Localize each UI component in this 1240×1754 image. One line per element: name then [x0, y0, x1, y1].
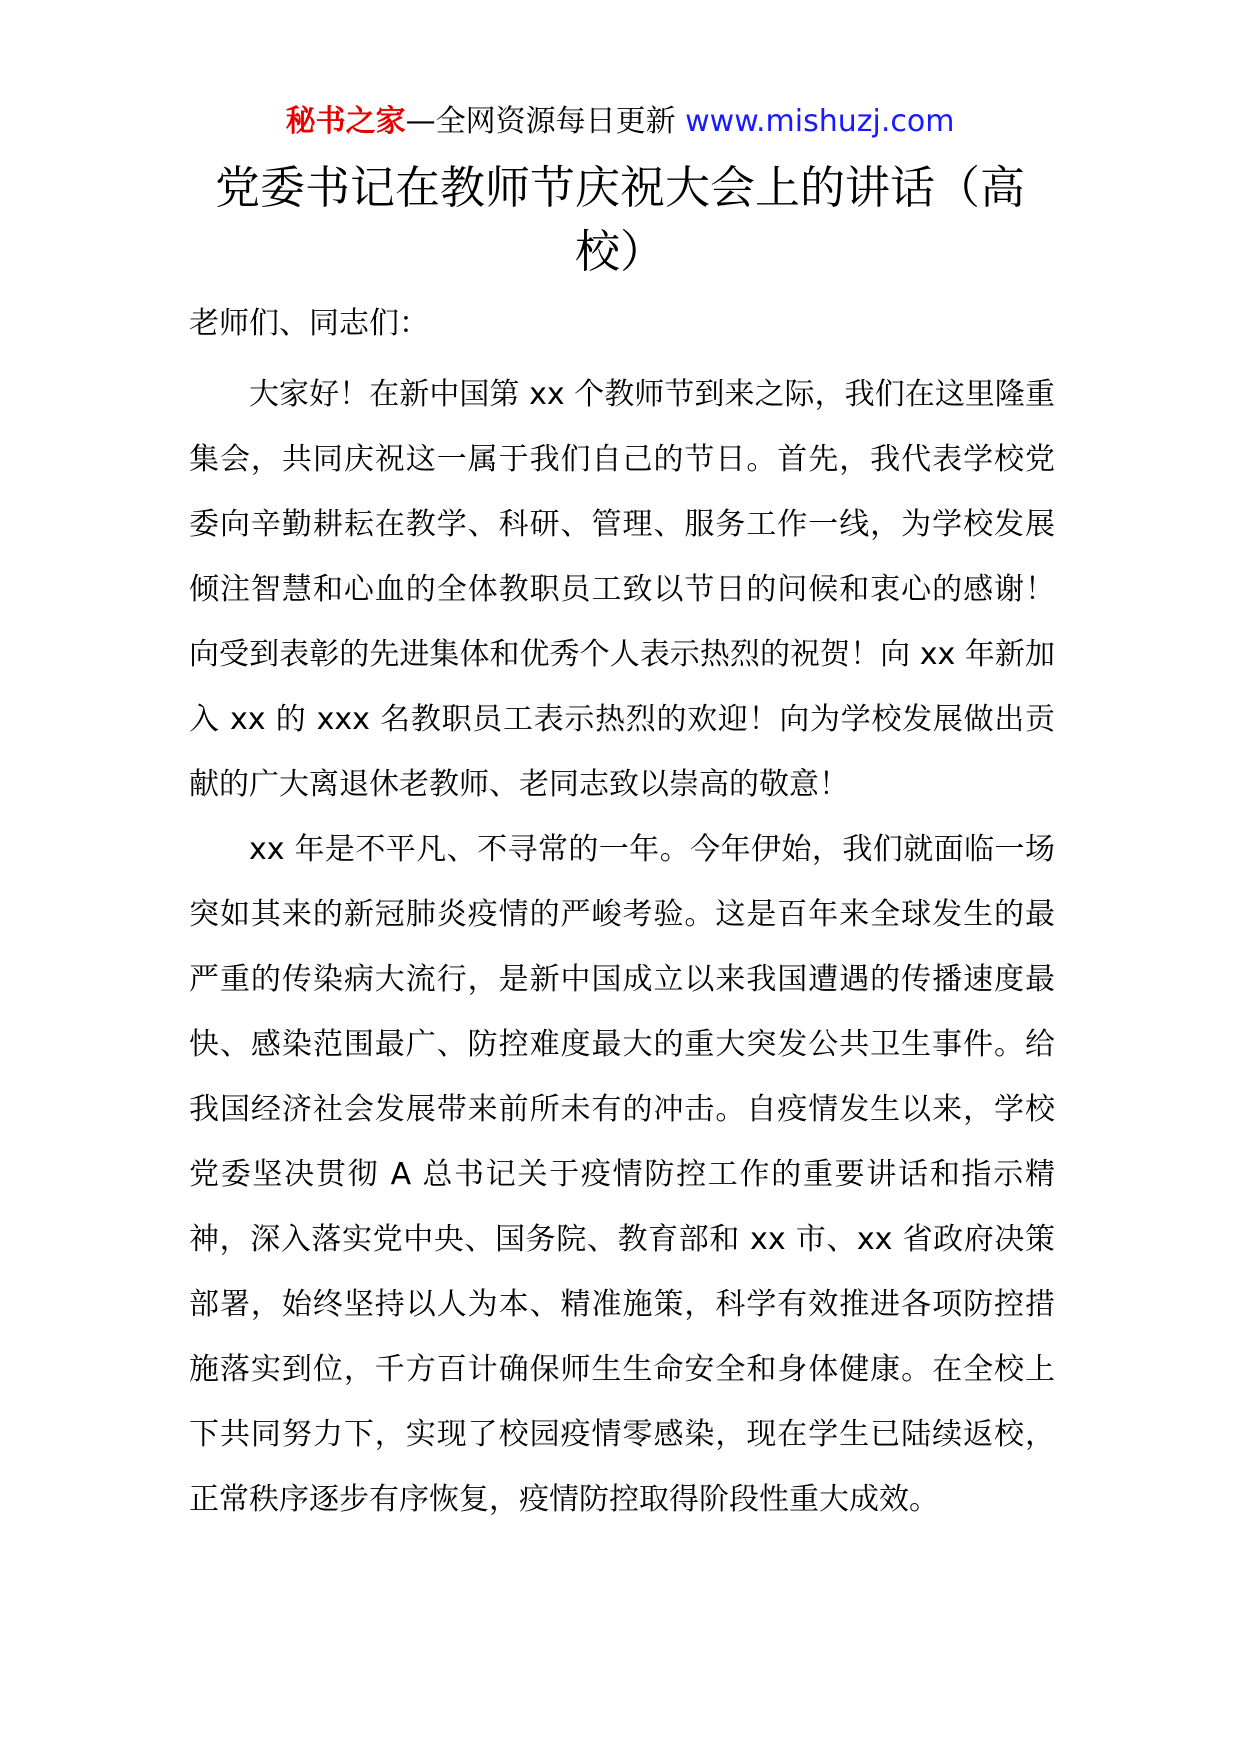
brand-name: 秘书之家 — [285, 104, 406, 139]
banner-tagline: —全网资源每日更新 — [405, 104, 676, 139]
document-body — [189, 294, 1055, 1532]
site-url-link[interactable]: www.mishuzj.com — [685, 104, 955, 139]
salutation: 老师们、同志们： — [189, 306, 429, 341]
paragraph-epidemic: xx 年是不平凡、不寻常的一年。今年伊始，我们就面临一场突如其来的新冠肺炎疫情的严峻考验。这是百年来全球发生的最严重的传染病大流行，是新中国成立以来我国遭遇的传播速度最快、感染范围最广、防控难度最大的重大突发公共卫生事件。给我国经济社会发展带来前所未有的冲击。自疫情发生以来，学校党委坚决贯彻 A 总书记关于疫情防控工作的重要讲话和指示精神，深入落实党中央、国务院、教育部和 xx 市、xx 省政府决策部署，始终坚持以人为本、精准施策，科学有效推进各项防控措施落实到位，千方百计确保师生生命安全和身体健康。在全校上下共同努力下，实现了校园疫情零感染，现在学生已陆续返校，正常秩序逐步有序恢复，疫情防控取得阶段性重大成效。 — [189, 832, 1055, 1517]
paragraph-greeting: 大家好！在新中国第 xx 个教师节到来之际，我们在这里隆重集会，共同庆祝这一属于我们自己的节日。首先，我代表学校党委向辛勤耕耘在教学、科研、管理、服务工作一线，为学校发展倾注智慧和心血的全体教职员工致以节日的问候和衷心的感谢！向受到表彰的先进集体和优秀个人表示热烈的祝贺！向 xx 年新加入 xx 的 xxx 名教职员工表示热烈的欢迎！向为学校发展做出贡献的广大离退休老教师、老同志致以崇高的敬意！ — [189, 377, 1055, 802]
site-banner — [0, 100, 1240, 144]
document-title: 党委书记在教师节庆祝大会上的讲话（高校） — [214, 161, 1025, 278]
